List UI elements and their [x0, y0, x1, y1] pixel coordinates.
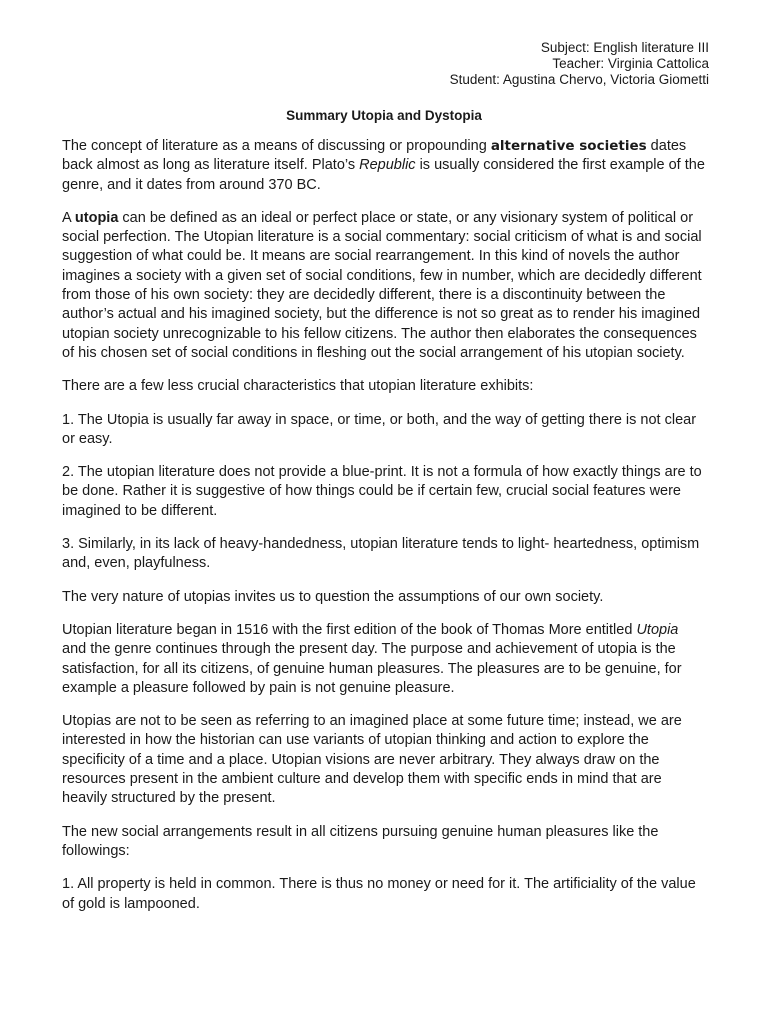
- text-run: A: [62, 209, 75, 226]
- page-title: Summary Utopia and Dystopia: [286, 108, 482, 123]
- italic-republic: Republic: [359, 157, 416, 174]
- paragraph-utopia-definition: [62, 209, 706, 363]
- emphasis-alternative-societies: alternative societies: [490, 138, 647, 154]
- paragraph-historian: Utopias are not to be seen as referring to an imagined place at some future time; instead, we are interested in how the historian can use variants of utopian thinking and action to explore the specificity of a time and a place. Utopian visions are never arbitrary. They always draw on the resources present in the ambient culture and develop them with specific ends in mind that are heavily structured by the present.: [62, 713, 682, 807]
- paragraph-intro: [62, 137, 706, 195]
- paragraph-history: [62, 621, 706, 698]
- paragraph-nature: The very nature of utopias invites us to question the assumptions of our own society.: [62, 588, 604, 605]
- document-header: [62, 40, 709, 88]
- text-run: is usually considered the first example of the genre, and it dates from around 370 BC.: [62, 157, 705, 193]
- emphasis-utopia: utopia: [74, 209, 119, 226]
- list-item-1: 1. The Utopia is usually far away in space, or time, or both, and the way of getting there is not clear or easy.: [62, 411, 697, 447]
- italic-utopia: Utopia: [636, 621, 679, 638]
- text-run: and the genre continues through the present day. The purpose and achievement of utopia is the satisfaction, for all its citizens, of genuine human pleasures. The pleasures are to be genuine, for example a pleasure followed by pain is not genuine pleasure.: [62, 641, 682, 696]
- student-line: Student: Agustina Chervo, Victoria Giometti: [449, 72, 709, 87]
- list-item-property: 1. All property is held in common. There is thus no money or need for it. The artificiality of the value of gold is lampooned.: [62, 876, 696, 912]
- subject-line: Subject: English literature III: [540, 40, 709, 55]
- paragraph-characteristics-intro: There are a few less crucial characteristics that utopian literature exhibits:: [62, 378, 534, 395]
- teacher-line: Teacher: Virginia Cattolica: [552, 56, 709, 71]
- list-item-3: 3. Similarly, in its lack of heavy-handedness, utopian literature tends to light- heartedness, optimism and, even, playfulness.: [62, 536, 700, 572]
- text-run: can be defined as an ideal or perfect place or state, or any visionary system of political or social perfection. The Utopian literature is a social commentary: social criticism of what is and social suggestion of what could be. It means are social rearrangement. In this kind of novels the author imagines a society with a given set of social conditions, few in number, which are decidedly different from those of his own society: they are decidedly different, there is a discontinuity between the author’s actual and his imagined society, but the difference is not so great as to render his imagined utopian society unrecognizable to his fellow citizens. The author then elaborates the consequences of his chosen set of social conditions in fleshing out the social arrangement of his utopian society.: [62, 209, 702, 361]
- text-run: Utopian literature began in 1516 with the first edition of the book of Thomas More entitled: [62, 621, 637, 638]
- paragraph-arrangements: The new social arrangements result in all citizens pursuing genuine human pleasures like the followings:: [62, 823, 659, 859]
- text-run: The concept of literature as a means of discussing or propounding: [62, 138, 491, 154]
- text-run: dates back almost as long as literature itself. Plato’s: [62, 138, 687, 174]
- list-item-2: 2. The utopian literature does not provide a blue-print. It is not a formula of how exactly things are to be done. Rather it is suggestive of how things could be if certain few, crucial social features were imagined to be different.: [62, 464, 702, 519]
